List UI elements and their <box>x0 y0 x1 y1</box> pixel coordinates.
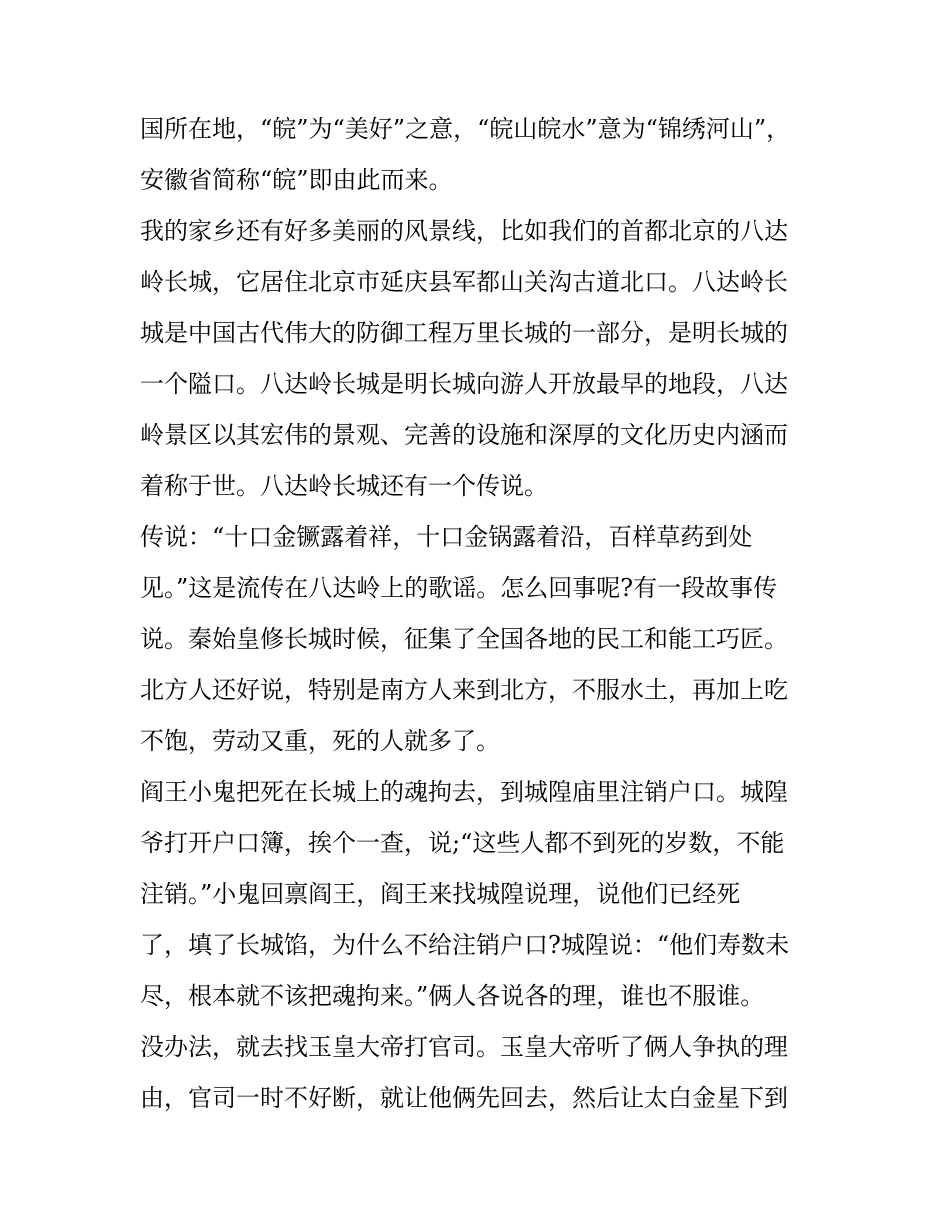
text-line: 没办法，就去找玉皇大帝打官司。玉皇大帝听了俩人争执的理 <box>140 1033 788 1061</box>
text-line: 爷打开户口簿，挨个一查，说;“这些人都不到死的岁数，不能 <box>140 829 785 857</box>
text-line: 岭长城，它居住北京市延庆县军都山关沟古道北口。八达岭长 <box>140 268 788 296</box>
text-line: 城是中国古代伟大的防御工程万里长城的一部分，是明长城的 <box>140 319 788 347</box>
text-line: 我的家乡还有好多美丽的风景线，比如我们的首都北京的八达 <box>140 217 788 245</box>
text-line: 不饱，劳动又重，死的人就多了。 <box>140 727 500 755</box>
text-line: 阎王小鬼把死在长城上的魂拘去，到城隍庙里注销户口。城隍 <box>140 778 788 806</box>
text-line: 注销。”小鬼回禀阎王，阎王来找城隍说理，说他们已经死 <box>140 880 741 908</box>
text-line: 着称于世。八达岭长城还有一个传说。 <box>140 472 548 500</box>
text-line: 一个隘口。八达岭长城是明长城向游人开放最早的地段，八达 <box>140 370 788 398</box>
text-line: 说。秦始皇修长城时候，征集了全国各地的民工和能工巧匠。 <box>140 625 788 653</box>
text-line: 北方人还好说，特别是南方人来到北方，不服水土，再加上吃 <box>140 676 788 704</box>
text-line: 传说：“十口金镢露着祥，十口金锅露着沿，百样草药到处 <box>140 523 753 551</box>
text-line: 国所在地，“皖”为“美好”之意，“皖山皖水”意为“锦绣河山”， <box>140 115 791 143</box>
text-line: 由，官司一时不好断，就让他俩先回去，然后让太白金星下到 <box>140 1084 788 1112</box>
text-line: 尽，根本就不该把魂拘来。”俩人各说各的理，谁也不服谁。 <box>140 982 765 1010</box>
text-line: 岭景区以其宏伟的景观、完善的设施和深厚的文化历史内涵而 <box>140 421 788 449</box>
body-text <box>140 104 820 1124</box>
text-line: 见。”这是流传在八达岭上的歌谣。怎么回事呢?有一段故事传 <box>140 574 778 602</box>
text-line: 了，填了长城馅，为什么不给注销户口?城隍说：“他们寿数未 <box>140 931 790 959</box>
text-line: 安徽省简称“皖”即由此而来。 <box>140 166 453 194</box>
